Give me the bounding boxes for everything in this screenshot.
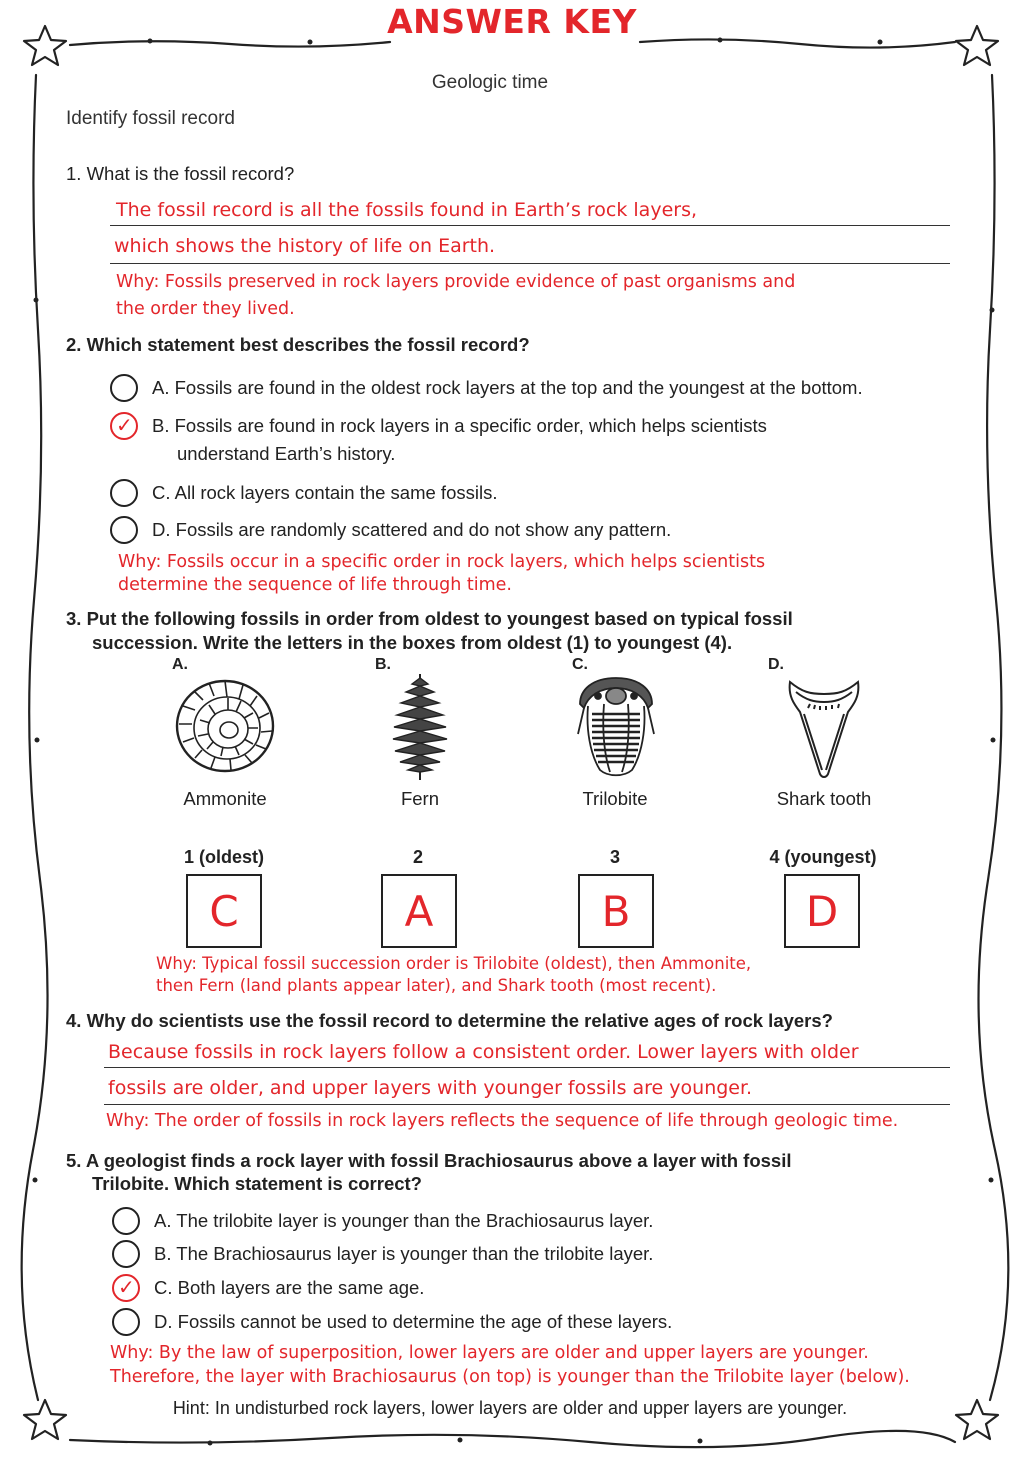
ammonite-icon [173,676,277,776]
answer-box-3[interactable]: B [578,874,654,948]
fossil-letter-d: D. [768,656,784,673]
checked-circle-icon[interactable]: ✓ [112,1274,140,1302]
q4-answer-line1: Because fossils in rock layers follow a consistent order. Lower layers with older [108,1041,859,1063]
section-title: Identify fossil record [66,108,235,129]
q3-question-line2: succession. Write the letters in the boxes from oldest (1) to youngest (4). [92,632,733,653]
trilobite-icon [574,674,658,778]
radio-circle-icon[interactable] [110,516,138,544]
q4-question: 4. Why do scientists use the fossil record to determine the relative ages of rock layers? [66,1010,833,1031]
q2-option-c[interactable]: C. All rock layers contain the same fossils. [110,479,497,507]
answer-rule [104,1104,950,1105]
hint-text: Hint: In undisturbed rock layers, lower layers are older and upper layers are younger. [172,1398,848,1418]
order-label-2: 2 [412,847,423,867]
q3-why-line1: Why: Typical fossil succession order is Trilobite (oldest), then Ammonite, [156,954,752,973]
shark-tooth-icon [784,674,864,780]
q2-option-a[interactable]: A. Fossils are found in the oldest rock layers at the top and the youngest at the bottom. [110,374,863,402]
q5-option-c[interactable]: ✓ C. Both layers are the same age. [112,1274,424,1302]
order-label-4: 4 (youngest) [769,847,877,867]
q5-option-a[interactable]: A. The trilobite layer is younger than the Brachiosaurus layer. [112,1207,653,1235]
q2-option-d[interactable]: D. Fossils are randomly scattered and do not show any pattern. [110,516,671,544]
checked-circle-icon[interactable]: ✓ [110,412,138,440]
radio-circle-icon[interactable] [112,1207,140,1235]
answer-box-1[interactable]: C [186,874,262,948]
fossil-letter-c: C. [572,656,588,673]
q2-why-line2: determine the sequence of life through time. [118,575,512,595]
q3-question-line1: 3. Put the following fossils in order from oldest to youngest based on typical fossil [66,608,793,629]
answer-rule [104,1067,950,1068]
page-subtitle: Geologic time [431,72,549,93]
fossil-name-fern: Fern [400,788,440,809]
answer-key-title: ANSWER KEY [387,2,637,41]
answer-box-4[interactable]: D [784,874,860,948]
fossil-name-ammonite: Ammonite [183,788,267,809]
q5-option-d[interactable]: D. Fossils cannot be used to determine the age of these layers. [112,1308,672,1336]
fossil-letter-b: B. [375,656,391,673]
q1-why-line2: the order they lived. [116,299,295,319]
q5-why-line2: Therefore, the layer with Brachiosaurus (on top) is younger than the Trilobite layer (below). [110,1367,910,1387]
radio-circle-icon[interactable] [112,1308,140,1336]
q5-question-line2: Trilobite. Which statement is correct? [92,1173,422,1194]
radio-circle-icon[interactable] [112,1240,140,1268]
q2-why-line1: Why: Fossils occur in a specific order in rock layers, which helps scientists [118,552,766,572]
q5-option-b[interactable]: B. The Brachiosaurus layer is younger than the trilobite layer. [112,1240,653,1268]
fossil-name-trilobite: Trilobite [582,788,648,809]
answer-box-2[interactable]: A [381,874,457,948]
q5-question-line1: 5. A geologist finds a rock layer with fossil Brachiosaurus above a layer with fossil [66,1150,792,1171]
answer-rule [110,225,950,226]
radio-circle-icon[interactable] [110,374,138,402]
q1-answer-line2: which shows the history of life on Earth. [114,235,496,257]
q1-answer-line1: The fossil record is all the fossils found in Earth’s rock layers, [116,199,698,221]
q4-answer-line2: fossils are older, and upper layers with younger fossils are younger. [108,1077,753,1099]
q2-question: 2. Which statement best describes the fossil record? [66,334,530,355]
q2-option-b[interactable]: ✓ B. Fossils are found in rock layers in a specific order, which helps scientists understand Earth’s history. [110,412,767,468]
fern-icon [384,670,456,782]
radio-circle-icon[interactable] [110,479,138,507]
q1-why-line1: Why: Fossils preserved in rock layers provide evidence of past organisms and [116,272,796,292]
fossil-name-shark-tooth: Shark tooth [776,788,872,809]
order-label-1: 1 (oldest) [183,847,264,867]
q3-why-line2: then Fern (land plants appear later), and Shark tooth (most recent). [156,976,717,995]
order-label-3: 3 [609,847,620,867]
q4-why: Why: The order of fossils in rock layers reflects the sequence of life through geologic time. [106,1111,899,1131]
q1-question: 1. What is the fossil record? [66,163,295,184]
fossil-letter-a: A. [172,656,188,673]
q5-why-line1: Why: By the law of superposition, lower layers are older and upper layers are younger. [110,1343,869,1363]
answer-rule [110,263,950,264]
